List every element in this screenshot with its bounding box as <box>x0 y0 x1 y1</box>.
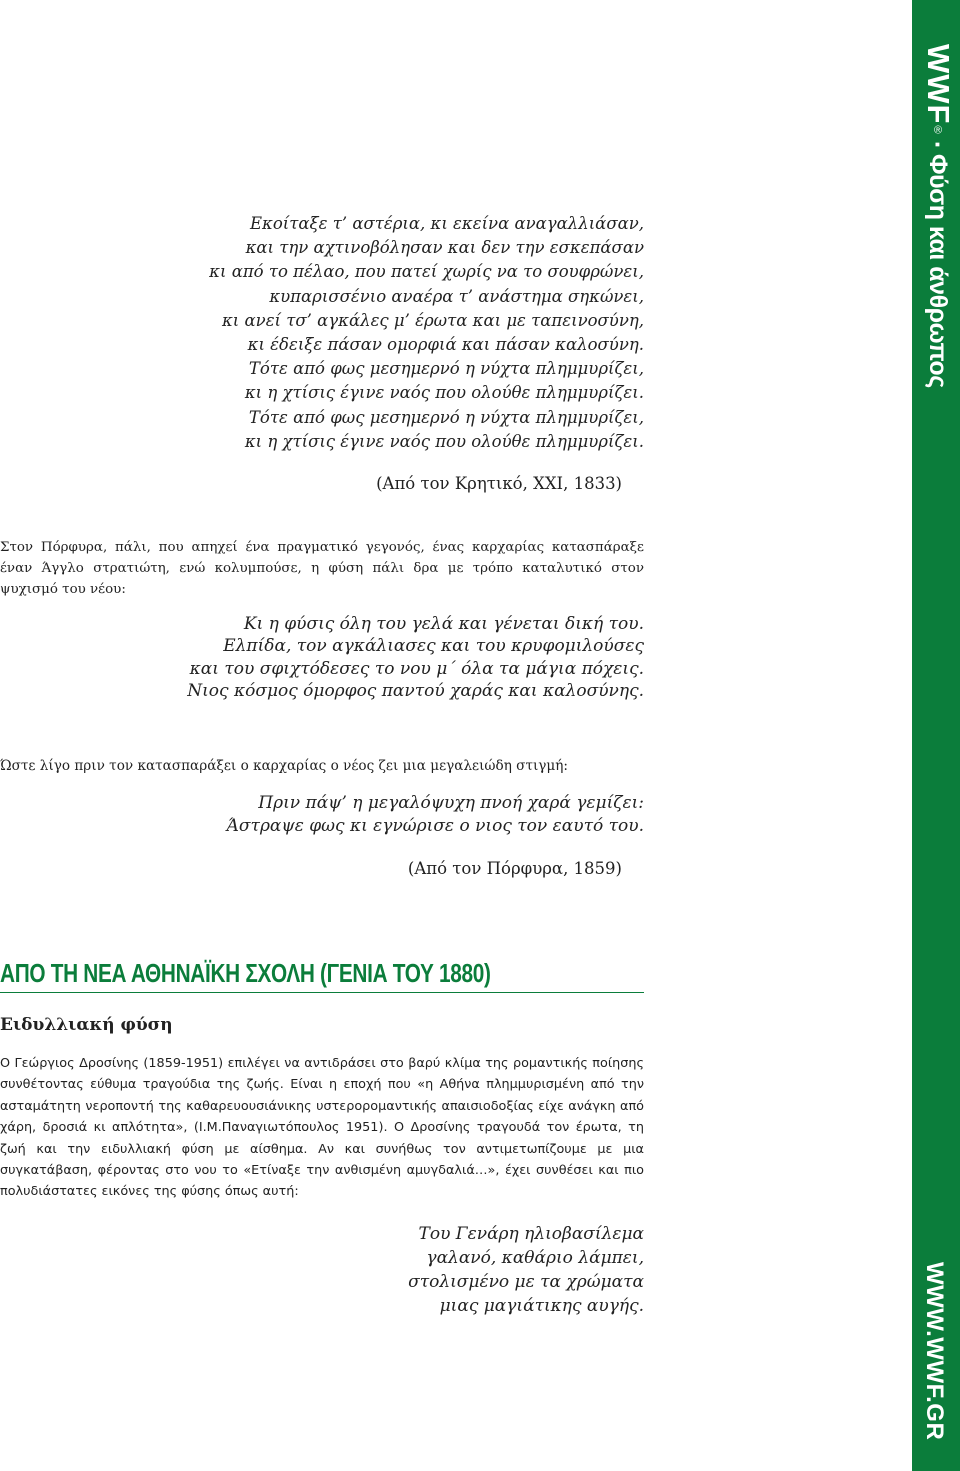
poem-line: κι έδειξε πάσαν ομορφιά και πάσαν καλοσύνη. <box>247 335 644 355</box>
paragraph-drosinis: Ο Γεώργιος Δροσίνης (1859-1951) επιλέγει να αντιδράσει στο βαρύ κλίμα της ρομαντικής ποίησης συνθέτοντας εύθυμα τραγούδια της ζωής. Είναι η εποχή που «η Αθήνα πλημμυρισμένη από την ασταμάτητη νεροποντή της καθαρευουσιάνικης υστερορομαντικής απαισιοδοξίας είχε ανάγκη από χάρη, δροσιά κι απλότητα», (Ι.Μ.Παναγιωτόπουλος 1951). Ο Δροσίνης τραγουδά τον έρωτα, τη ζωή και την ειδυλλιακή φύση με αίσθημα. Αν και συνήθως τον αντιμετωπίζουμε με μια συγκατάβαση, φέροντας στο νου το «Ετίναξε την ανθισμένη αμυγδαλιά…», έχει συνθέσει και πιο πολυδιάστατες εικόνες της φύσης όπως αυτή: <box>0 1056 644 1200</box>
wwf-logo: WWF <box>921 44 956 125</box>
poem-line: Εκοίταξε τ’ αστέρια, κι εκείνα αναγαλλιάσαν, <box>249 214 644 233</box>
registered-mark: ® <box>932 124 944 137</box>
citation-porfyras: (Από τον Πόρφυρα, 1859) <box>407 859 622 878</box>
website-link[interactable]: WWW.WWF.GR <box>921 1262 948 1441</box>
poem-line: κι η χτίσις έγινε ναός που ολούθε πλημμυρίζει. <box>244 431 644 451</box>
poem-line: Άστραψε φως κι εγνώρισε ο νιος τον εαυτό του. <box>226 816 644 836</box>
poem-stanza-1 <box>209 212 644 454</box>
website-block <box>920 1262 952 1441</box>
poem-line: και την αχτινοβόλησαν και δεν την εσκεπάσαν <box>245 238 644 258</box>
paragraph-porfyras-intro: Στον Πόρφυρα, πάλι, που απηχεί ένα πραγματικό γεγονός, ένας καρχαρίας κατασπάραξε έναν Άγγλο στρατιώτη, ενώ κολυμπούσε, η φύση πάλι δρα με τρόπο καταλυτικό στον ψυχισμό του νέου: <box>0 540 644 597</box>
paragraph-shark-moment: Ώστε λίγο πριν τον κατασπαράξει ο καρχαρίας ο νέος ζει μια μεγαλειώδη στιγμή: <box>0 758 568 774</box>
subheading: Ειδυλλιακή φύση <box>0 1015 173 1035</box>
poem-line: Τότε από φως μεσημερνό η νύχτα πλημμυρίζει, <box>248 407 644 427</box>
poem-line: κυπαρισσένιο αναέρα τ’ ανάστημα σηκώνει, <box>269 286 644 306</box>
poem-line: Ελπίδα, τον αγκάλιασες και του κρυφομιλούσες <box>223 636 644 657</box>
poem-line: κι ανεί τσ’ αγκάλες μ’ έρωτα και με ταπεινοσύνη, <box>221 310 644 330</box>
brand-separator: · <box>923 140 953 150</box>
poem-line: Πριν πάψ’ η μεγαλόψυχη πνοή χαρά γεμίζει: <box>258 793 644 813</box>
poem-line: και του σφιχτόδεσες το νου μ΄ όλα τα μάγια πόχεις. <box>189 658 644 679</box>
poem-line: Τότε από φως μεσημερνό η νύχτα πλημμυρίζει, <box>248 359 644 379</box>
brand-sidebar <box>912 0 960 1471</box>
brand-tagline: Φύση και άνθρωπος <box>924 154 952 388</box>
poem-line: γαλανό, καθάριο λάμπει, <box>426 1248 644 1268</box>
poem-stanza-3 <box>227 792 644 838</box>
brand-header <box>920 44 956 388</box>
poem-stanza-2 <box>187 613 644 702</box>
poem-line: Του Γενάρη ηλιοβασίλεμα <box>418 1224 644 1244</box>
section-divider <box>0 992 644 993</box>
poem-line: στολισμένο με τα χρώματα <box>408 1272 644 1292</box>
poem-line: Κι η φύσις όλη του γελά και γένεται δική του. <box>243 614 644 634</box>
poem-stanza-4 <box>408 1222 644 1318</box>
poem-line: κι η χτίσις έγινε ναός που ολούθε πλημμυρίζει. <box>244 383 644 403</box>
brand-block <box>920 44 956 388</box>
section-title: ΑΠΟ ΤΗ ΝΕΑ ΑΘΗΝΑΪΚΗ ΣΧΟΛΗ (ΓΕΝΙΑ ΤΟΥ 1880) <box>0 958 491 988</box>
poem-line: κι από το πέλαο, που πατεί χωρίς να το σουφρώνει, <box>209 262 644 282</box>
citation-kritikos: (Από τον Κρητικό, XXI, 1833) <box>376 474 622 493</box>
poem-line: Νιος κόσμος όμορφος παντού χαράς και καλοσύνης. <box>187 680 644 701</box>
poem-line: μιας μαγιάτικης αυγής. <box>439 1296 644 1316</box>
